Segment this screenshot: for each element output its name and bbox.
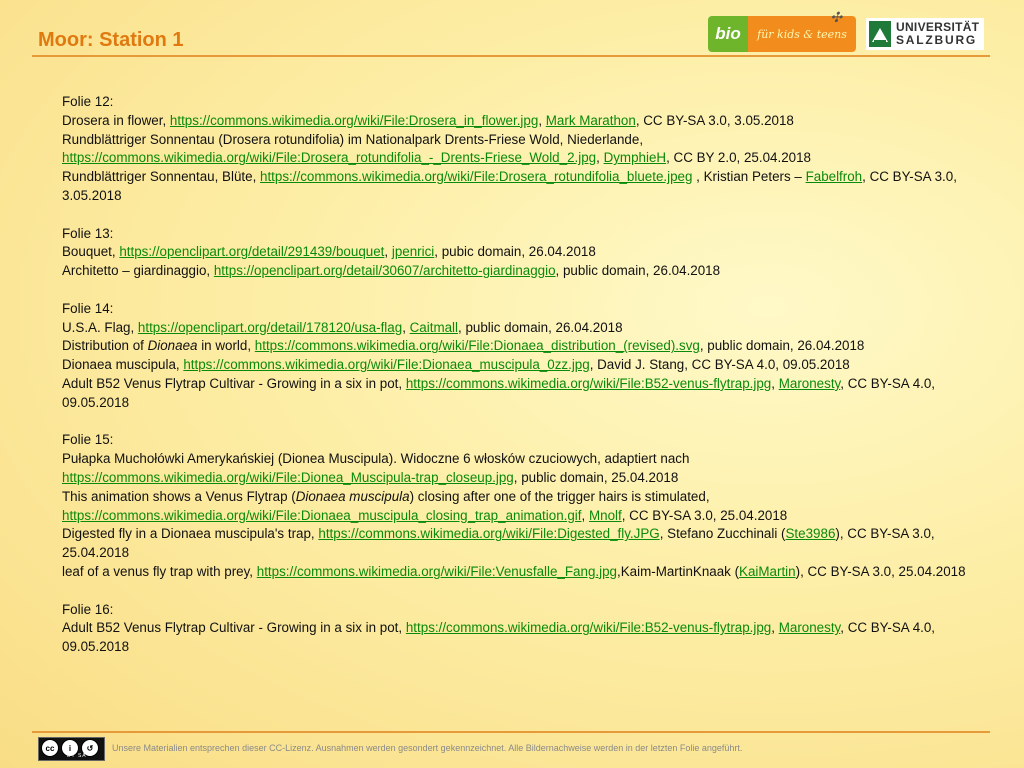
italic-species-name: Dionaea muscipula [295,488,410,504]
credit-text: Drosera in flower, [62,112,170,128]
folie-12-entry-2 [62,131,972,169]
page-title: Moor: Station 1 [38,29,184,51]
folie-15-entry-2 [62,488,972,526]
folie-13-heading [62,225,972,244]
credit-link[interactable]: Mark Marathon [545,112,636,128]
attribution-icon: i [61,739,79,757]
credit-link[interactable]: https://openclipart.org/detail/30607/architetto-giardinaggio [213,263,556,279]
folie-14-entry-4 [62,375,972,413]
credit-link[interactable]: KaiMartin [739,563,796,579]
credit-text: Pułapka Muchołówki Amerykańskiej (Dionea Muscipula). Widoczne 6 włosków czuciowych, adaptiert nach [62,451,690,467]
footer-note: Unsere Materialien entsprechen dieser CC-Lizenz. Ausnahmen werden gesondert gekennzeichnet. Alle Bildernachweise werden in der letzten Folie angeführt. [112,743,743,753]
credit-link[interactable]: https://commons.wikimedia.org/wiki/File:Digested_fly.JPG [318,526,660,542]
credit-text: , [538,112,546,128]
folie-14-heading [62,300,972,319]
credit-text: , public domain, 26.04.2018 [699,338,865,354]
folie-14-entry-3 [62,356,972,375]
dragonfly-icon: ✣ [830,10,842,26]
credit-link[interactable]: https://openclipart.org/detail/178120/usa-flag [137,319,403,335]
credit-text: Folie 16: [62,601,114,617]
folie-13-entry-1 [62,243,972,262]
folie-15-entry-1 [62,450,972,488]
credit-link[interactable]: https://commons.wikimedia.org/wiki/File:Dionaea_muscipula_0zz.jpg [183,357,590,373]
kids-teens-banner [748,10,856,52]
credit-link[interactable]: https://openclipart.org/detail/291439/bouquet [119,244,385,260]
credit-text: , pubic domain, 26.04.2018 [434,244,596,260]
credit-link[interactable]: Mnolf [588,507,622,523]
credit-link[interactable]: https://commons.wikimedia.org/wiki/File:B52-venus-flytrap.jpg [405,620,772,636]
credit-text: leaf of a venus fly trap with prey, [62,563,257,579]
credit-text: in world, [197,338,255,354]
spacer [62,413,972,432]
credit-text: , CC BY-SA 4.0, 09.05.2018 [62,620,936,655]
credit-link[interactable]: https://commons.wikimedia.org/wiki/File:Dionea_Muscipula-trap_closeup.jpg [62,469,514,485]
credit-link[interactable]: https://commons.wikimedia.org/wiki/File:Venusfalle_Fang.jpg [256,563,617,579]
folie-13-entry-2 [62,262,972,281]
credit-text: This animation shows a Venus Flytrap ( [62,488,296,504]
credit-text: , [771,620,779,636]
university-name-line1: UNIVERSITÄT [896,20,980,34]
credit-text: ), CC BY-SA 3.0, 25.04.2018 [795,563,966,579]
cc-license-badge[interactable] [38,737,105,761]
folie-16-entry-1 [62,619,972,657]
folie-16-heading [62,601,972,620]
credit-text: , CC BY-SA 3.0, 3.05.2018 [62,169,957,203]
credit-link[interactable]: jpenrici [391,244,435,260]
share-alike-icon: ↺ [81,739,99,757]
credit-link[interactable]: https://commons.wikimedia.org/wiki/File:Drosera_in_flower.jpg [169,112,539,128]
credit-link[interactable]: https://commons.wikimedia.org/wiki/File:B52-venus-flytrap.jpg [405,375,772,391]
credits-list [62,93,972,657]
folie-14-entry-2 [62,337,972,356]
credit-text: Digested fly in a Dionaea muscipula's trap, [62,526,319,542]
credit-text: , [384,244,392,260]
footer-divider [32,731,990,733]
folie-12-heading [62,93,972,112]
credit-text: Rundblättriger Sonnentau, Blüte, [62,169,261,185]
university-name-line2: SALZBURG [896,33,978,47]
credit-text: Folie 13: [62,225,114,241]
credit-text: ,Kaim-MartinKnaak ( [617,563,740,579]
credit-text: ), CC BY-SA 3.0, 25.04.2018 [62,526,935,561]
bio-logo-word: bio [708,16,748,52]
folie-12-entry-3 [62,168,972,206]
folie-15-entry-4 [62,563,972,582]
credit-text: , CC BY-SA 4.0, 09.05.2018 [62,375,936,410]
credit-text: , Stefano Zucchinali ( [659,526,786,542]
credit-link[interactable]: Fabelfroh [805,169,863,185]
kids-teens-text: für kids & teens [757,27,847,41]
credit-text: Bouquet, [62,244,120,260]
credit-text: ) closing after one of the trigger hairs is stimulated, [409,488,710,504]
credit-text: Distribution of [62,338,148,354]
credit-text: , [402,319,410,335]
credit-text: Folie 14: [62,300,114,316]
credit-link[interactable]: https://commons.wikimedia.org/wiki/File:Dionaea_distribution_(revised).svg [254,338,700,354]
credit-text: Adult B52 Venus Flytrap Cultivar - Growing in a six in pot, [62,375,406,391]
header-divider [32,55,990,57]
credit-text: , [596,150,604,166]
credit-link[interactable]: DymphieH [603,150,667,166]
university-salzburg-logo [866,18,984,50]
credit-text: , [771,375,779,391]
cc-badge-label: BY SA [67,753,87,759]
italic-species-name: Dionaea [147,338,198,354]
credit-text: , David J. Stang, CC BY-SA 4.0, 09.05.2018 [589,357,850,373]
credit-link[interactable]: https://commons.wikimedia.org/wiki/File:Dionaea_muscipula_closing_trap_animation.gif [62,507,582,523]
folie-15-heading [62,431,972,450]
spacer [62,281,972,300]
cc-icon: cc [41,739,59,757]
credit-link[interactable]: Maronesty [778,375,841,391]
bio-for-kids-logo [708,10,856,52]
credit-text: U.S.A. Flag, [62,319,138,335]
credit-text: Folie 12: [62,94,114,109]
credit-text: , CC BY-SA 3.0, 3.05.2018 [635,112,794,128]
credit-text: , public domain, 25.04.2018 [513,469,679,485]
folie-14-entry-1 [62,319,972,338]
spacer [62,206,972,225]
credit-text: , CC BY-SA 3.0, 25.04.2018 [621,507,788,523]
credit-text: Adult B52 Venus Flytrap Cultivar - Growing in a six in pot, [62,620,406,636]
folie-15-entry-3 [62,525,972,563]
credit-text: Dionaea muscipula, [62,357,184,373]
spacer [62,582,972,601]
credit-text: , public domain, 26.04.2018 [458,319,623,335]
credit-link[interactable]: Maronesty [778,620,841,636]
credit-text: , CC BY 2.0, 25.04.2018 [666,150,811,166]
credit-text: , [581,507,589,523]
credit-link[interactable]: Caitmall [409,319,459,335]
credit-text: , public domain, 26.04.2018 [555,263,721,279]
credit-text: Rundblättriger Sonnentau (Drosera rotundifolia) im Nationalpark Drents-Friese Wold, Niederlande, [62,131,644,147]
credit-link[interactable]: https://commons.wikimedia.org/wiki/File:Drosera_rotundifolia_-_Drents-Friese_Wold_2.jpg [62,150,597,166]
credit-text: Architetto – giardinaggio, [62,263,214,279]
credit-text: Folie 15: [62,432,114,448]
credit-link[interactable]: Ste3986 [785,526,836,542]
credit-text: , Kristian Peters – [692,169,806,185]
university-emblem-icon [868,20,892,48]
credit-link[interactable]: https://commons.wikimedia.org/wiki/File:Drosera_rotundifolia_bluete.jpeg [260,169,693,185]
folie-12-entry-1 [62,112,972,131]
